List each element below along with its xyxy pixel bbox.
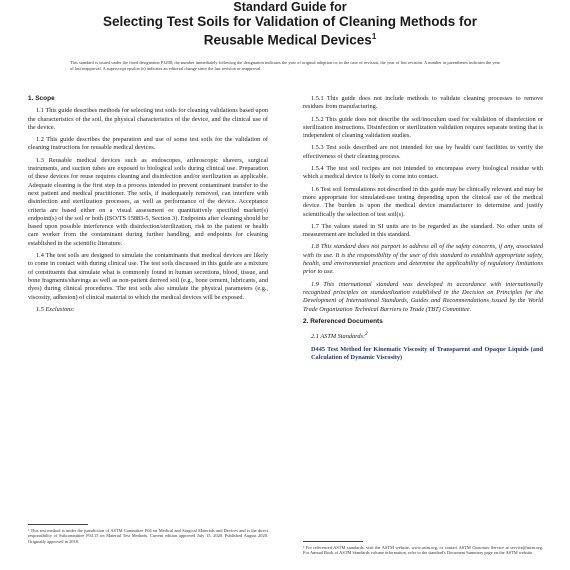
paragraph-1-7: 1.7 The values stated in SI units are to be regarded as the standard. No other units of measurement are included in this standard. <box>303 222 543 239</box>
footnote-divider-left <box>28 524 88 525</box>
designation-note: This standard is issued under the fixed designation F3208; the number immediately following the designation indicates the year of original adoption or, in the case of revision, the year of last revision. A number in parentheses indicates the year of last reapproval. A superscript epsilon (ε) indicates an editorial change since the last revision or reapproval. <box>70 60 500 71</box>
section-1-heading: 1. Scope <box>28 95 55 102</box>
footnote-2: ² For referenced ASTM standards, visit the ASTM website, www.astm.org, or contact ASTM Customer Service at service@astm.org. For Annual Book of ASTM Standards volume information, refer to the standard's Document Summary page on the ASTM website. <box>303 545 543 556</box>
astm-footnote-mark: 2 <box>365 331 368 338</box>
paragraph-1-3: 1.3 Reusable medical devices such as endoscopes, arthroscopic shavers, surgical instruments, and suction tubes are exposed to biological soils during clinical use. Preparation of these devices for reuse requires cleaning and disinfection and/or sterilization as applicable. Adequate cleaning is the first step in a process intended to prevent contaminant transfer to the next patient and medical practitioner. The soils, if inadequately removed, can interfere with disinfection and sterilization processes, as well as performance of the device. Acceptance criteria are based either on a visual assessment or quantitatively specified marker(s) endpoint(s) of the soil or both (ISO/TS 15883-5, Section 3). Endpoints after cleaning should be based upon possible interference with disinfection/sterilization, risk to the patient or health care worker from the contaminant during further handling, and endpoints for cleaning established in the scientific literature. <box>28 156 268 247</box>
paragraph-1-8: 1.8 This standard does not purport to address all of the safety concerns, if any, associated with its use. It is the responsibility of the user of this standard to establish appropriate safety, health, and environmental practices and determine the applicability of regulatory limitations prior to use. <box>303 243 543 276</box>
paragraph-1-5-3: 1.5.3 Test soils described are not intended for use by health care facilities to verify the effectiveness of their cleaning process. <box>303 144 543 160</box>
paragraph-1-5: 1.5 Exclusions: <box>36 305 75 313</box>
footnote-divider-right <box>303 541 363 542</box>
paragraph-1-1: 1.1 This guide describes methods for selecting test soils for cleaning validations based upon the characteristics of the soil, the physical characteristics of the device, and the clinical use of the device. <box>28 107 268 131</box>
paragraph-1-5-1: 1.5.1 This guide does not include methods to validate cleaning processes to remove residues from manufacturing. <box>303 95 543 111</box>
right-column <box>303 95 543 366</box>
paragraph-1-4: 1.4 The test soils are designed to simulate the contaminants that medical devices are likely to come in contact with during clinical use. The test soils discussed in this guide are a mixture of constituents that simulate what is commonly found in human secretions, blood, tissue, and bone fragments/shavings as well as non-patient derived soil (e.g., bone cement, lubricants, and dyes) during clinical procedures. The test soils also simulate the physical parameters (e.g., viscosity, adhesion) of clinical material to which the medical devices will be exposed. <box>28 252 268 301</box>
left-column <box>28 95 268 318</box>
footnote-1: ¹ This test method is under the jurisdiction of ASTM Committee F04 on Medical and Surgical Materials and Devices and is the direct responsibility of Subcommittee F04.15 on Material Test Methods. Current edition approved July 15, 2020. Published August 2020. Originally approved in 2018. <box>28 528 268 544</box>
title-line-2: Selecting Test Soils for Validation of Cleaning Methods for <box>102 14 478 29</box>
title-footnote-mark: 1 <box>371 32 377 41</box>
paragraph-2-1: 2.1 ASTM Standards:$^2$ <box>311 331 368 341</box>
paragraph-1-6: 1.6 Test soil formulations not described in this guide may be clinically relevant and may be more appropriate for simulated-use testing depending upon the clinical use of the medical device. The burden is upon the medical device manufacturer to determine and justify scientifically the selection of test soil(s). <box>303 185 543 218</box>
section-2-heading: 2. Referenced Documents <box>303 317 383 325</box>
title-line-3: Reusable Medical Devices$^1$ <box>203 32 377 48</box>
reference-code[interactable]: D445 <box>311 345 325 353</box>
reference-d445[interactable] <box>311 346 543 363</box>
paragraph-1-5-4: 1.5.4 The test soil recipes are not intended to encompass every biological residue with which a medical device is likely to come into contact. <box>303 165 543 181</box>
reference-title[interactable]: Test Method for Kinematic Viscosity of Transparent and Opaque Liquids (and Calculation of Dynamic Viscosity) <box>311 345 544 361</box>
paragraph-1-9: 1.9 This international standard was developed in accordance with internationally recognized principles on standardization established in the Decision on Principles for the Development of International Standards, Guides and Recommendations issued by the World Trade Organization Technical Barriers to Trade (TBT) Committee. <box>303 280 543 313</box>
document-title <box>80 0 500 48</box>
paragraph-1-5-2: 1.5.2 This guide does not describe the soil/inoculum used for validation of disinfection or sterilization instructions. Disinfection or sterilization validation requires separate testing that is independent of cleaning validation studies. <box>303 115 543 140</box>
title-line-1: Standard Guide for <box>233 0 347 14</box>
paragraph-1-2: 1.2 This guide describes the preparation and use of some test soils for the validation of cleaning instructions for reusable medical devices. <box>28 136 268 152</box>
